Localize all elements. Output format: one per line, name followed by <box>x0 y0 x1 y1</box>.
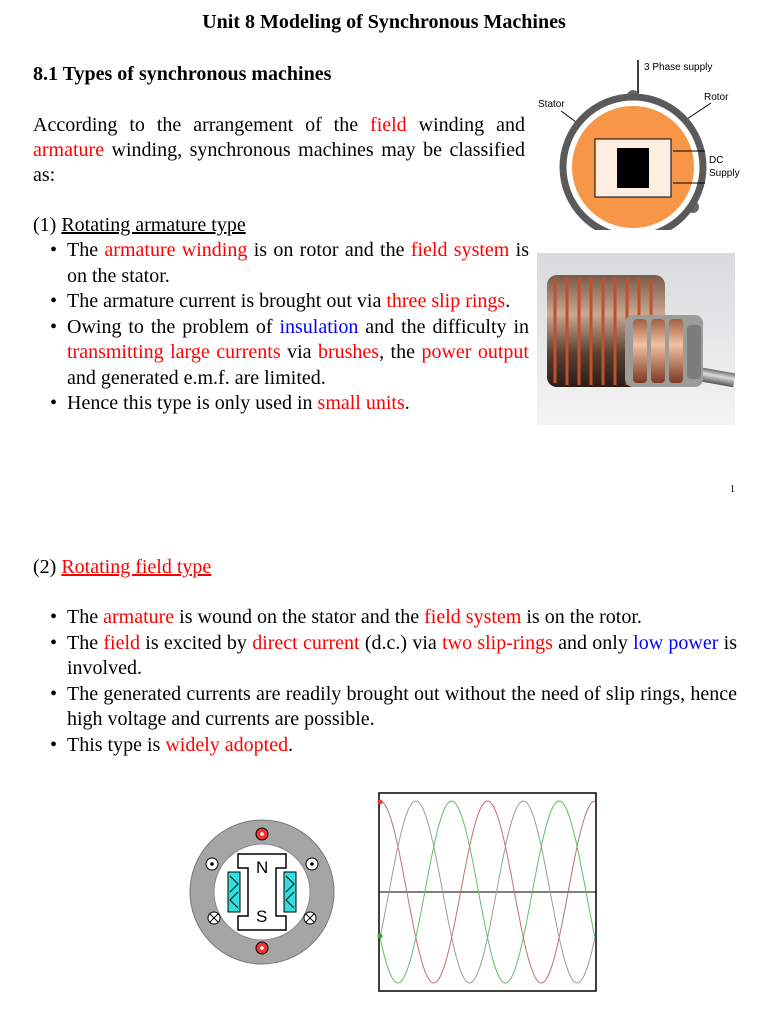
text-run: The <box>67 239 105 261</box>
waveform-marker <box>378 800 383 805</box>
highlighted-text: armature <box>33 139 105 161</box>
highlighted-text: field system <box>410 239 510 261</box>
text-run: This type is <box>67 733 166 756</box>
highlighted-text: widely adopted <box>165 733 289 756</box>
text-run: and the difficulty in <box>358 315 530 338</box>
rotating-armature-diagram <box>533 55 755 230</box>
text-run: . <box>505 290 511 312</box>
conductor-dot <box>306 858 318 870</box>
text-run: winding and <box>406 114 525 136</box>
highlighted-text: insulation <box>279 315 359 338</box>
type1-number: (1) <box>33 214 62 236</box>
label-3-phase-supply: 3 Phase supply <box>644 62 713 73</box>
highlighted-text: brushes <box>317 341 380 363</box>
type2-block <box>33 555 737 758</box>
text-run: is excited by <box>140 631 253 654</box>
bullet-item <box>50 733 737 759</box>
page-title: Unit 8 Modeling of Synchronous Machines <box>202 11 566 33</box>
field-coil <box>284 872 296 912</box>
three-phase-waveform <box>376 792 598 994</box>
slip-ring <box>669 319 683 383</box>
text-run: and only <box>552 631 634 654</box>
slip-ring <box>651 319 665 383</box>
text-run: is on the rotor. <box>521 606 642 628</box>
type2-title: Rotating field type <box>61 556 212 578</box>
text-run: is on rotor and the <box>247 239 411 261</box>
text-run: and generated e.m.f. are limited. <box>67 366 326 389</box>
label-stator: Stator <box>538 99 565 110</box>
text-run: is on the stator. <box>67 239 530 287</box>
rotor-core <box>617 148 649 188</box>
armature-slip-rings-photo <box>537 253 735 425</box>
conductor-dot <box>256 828 268 840</box>
text-run: Hence this type is only used in <box>67 392 318 414</box>
type2-number: (2) <box>33 556 62 578</box>
highlighted-text: armature <box>103 606 175 628</box>
highlighted-text: three slip rings <box>386 290 506 312</box>
text-run: The <box>67 631 104 654</box>
text-run: . <box>404 392 410 414</box>
field-coil <box>228 872 240 912</box>
waveform-marker <box>378 934 383 939</box>
highlighted-text: field system <box>424 606 522 628</box>
highlighted-text: transmitting large currents <box>67 341 281 363</box>
conductor-dot <box>206 858 218 870</box>
highlighted-text: armature winding <box>104 239 248 261</box>
text-run: The generated currents are readily brought out without the need of slip rings, hence high voltage and currents are possible. <box>67 682 737 730</box>
text-run: , the <box>379 341 422 363</box>
conductor-cross <box>304 912 316 924</box>
slip-ring <box>633 319 647 383</box>
highlighted-text: two slip-rings <box>442 631 553 654</box>
label-dc: DC <box>709 155 724 166</box>
type1-title: Rotating armature type <box>61 214 246 236</box>
text-run: According to the arrangement of the <box>33 114 371 136</box>
text-run: (d.c.) via <box>359 631 443 654</box>
highlighted-text: power output <box>421 341 529 363</box>
text-run: via <box>280 341 318 363</box>
type2-heading <box>33 555 737 580</box>
bullet-item <box>50 315 529 392</box>
bullet-item <box>50 682 737 733</box>
type1-block <box>33 213 529 417</box>
highlighted-text: direct current <box>252 631 360 654</box>
bullet-item <box>50 631 737 682</box>
label-supply: Supply <box>709 168 740 179</box>
conductor-cross <box>208 912 220 924</box>
bullet-item <box>50 238 529 289</box>
type2-bullet-list <box>50 605 737 758</box>
type1-bullet-list <box>50 238 529 417</box>
bullet-item <box>50 289 529 315</box>
label-north-pole: N <box>256 858 269 877</box>
intro-paragraph <box>33 113 525 188</box>
text-run: The armature current is brought out via <box>67 290 387 312</box>
highlighted-text: low power <box>633 631 719 654</box>
text-run: winding, synchronous machines may be classified as: <box>33 139 525 186</box>
page-number: 1 <box>730 484 735 495</box>
text-run: is involved. <box>67 631 737 679</box>
bullet-item <box>50 605 737 631</box>
text-run: Owing to the problem of <box>67 315 280 338</box>
bullet-item <box>50 391 529 417</box>
section-heading: 8.1 Types of synchronous machines <box>33 63 332 85</box>
text-run: . <box>288 733 294 756</box>
highlighted-text: field <box>370 114 407 136</box>
text-run: The <box>67 606 104 628</box>
highlighted-text: small units <box>317 392 405 414</box>
label-south-pole: S <box>256 907 268 926</box>
rotating-field-diagram <box>186 818 338 966</box>
type1-heading <box>33 213 529 238</box>
conductor-dot <box>256 942 268 954</box>
text-run: is wound on the stator and the <box>174 606 425 628</box>
label-rotor: Rotor <box>704 92 729 103</box>
highlighted-text: field <box>103 631 141 654</box>
